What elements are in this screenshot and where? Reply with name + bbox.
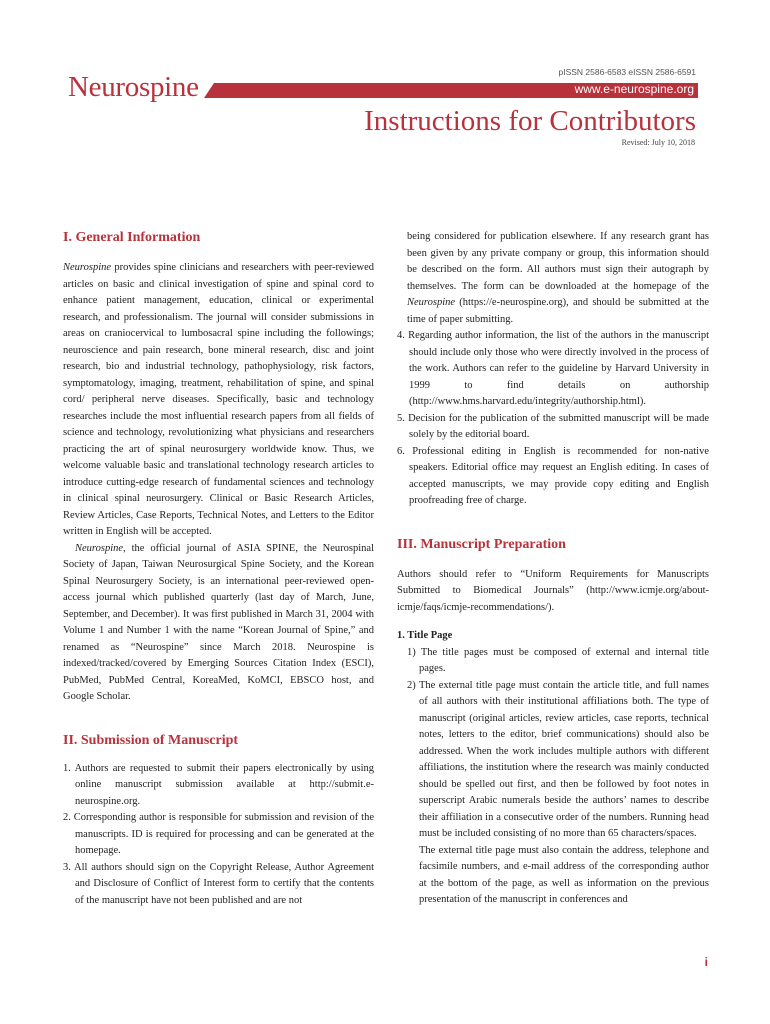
list-item: 1. Authors are requested to submit their papers electronically by using online manuscript submission available at http://submit.e-neurospine.org. (63, 762, 374, 807)
section-heading-preparation: III. Manuscript Preparation (397, 536, 566, 552)
list-item: 5. Decision for the publication of the submitted manuscript will be made solely by the editorial board. (397, 412, 709, 440)
list-item-continued: being considered for publication elsewhere. If any research grant has been given by any private company or group, this information should be described on the form. All authors must sign their autograph by themselves. The form can be downloaded at the homepage of the Neurospine (https://e-neurospine.org), and should be submitted at the time of paper submitting. (407, 231, 709, 325)
list-item: 2) The external title page must contain the article title, and full names of all authors with their institutional affiliations both. The type of manuscript (original articles, review articles, case reports, technical notes, letters to the editor, brief communications) should also be addressed. When the work includes multiple authors with different affiliations, the institution where the research was mainly conducted should be spelled out first, and then be followed by foot notes in superscript Arabic numerals beside the authors’ names to describe their affiliation in a consecutive order of the numbers. Running head must be included consisting of no more than 65 characters/spaces. (407, 679, 709, 839)
page-number: i (704, 955, 708, 969)
list-item: 3. All authors should sign on the Copyright Release, Author Agreement and Disclosure of Conflict of Interest form to certify that the contents of the manuscript have not been published and are not (63, 861, 374, 906)
paragraph: The external title page must also contain the address, telephone and facsimile numbers, and e-mail address of the corresponding author at the bottom of the page, as well as information on the previous presentation of the manuscript in conferences and (419, 844, 709, 905)
revised-date: Revised: July 10, 2018 (621, 138, 695, 147)
right-column (397, 229, 709, 909)
page-title: Instructions for Contributors (364, 105, 696, 137)
journal-logo: Neurospine (68, 71, 199, 103)
section-heading-general: I. General Information (63, 230, 201, 245)
subheading-title-page: 1. Title Page (397, 630, 453, 641)
list-item: 4. Regarding author information, the list of the authors in the manuscript should include only those who were directly involved in the process of the work. Authors can refer to the guideline by Harvard University in 1999 to find details on authorship (http://www.hms.harvard.edu/integrity/authorship.html). (397, 330, 709, 407)
left-column (63, 229, 374, 909)
section-heading-submission: II. Submission of Manuscript (63, 732, 239, 748)
journal-url[interactable]: www.e-neurospine.org (574, 82, 694, 96)
paragraph: Neurospine provides spine clinicians and researchers with peer-reviewed articles on basic and clinical investigation of spine and spinal cord to enhance patient management, education, clinical or experimental research, and professionalism. The journal will consider submissions in areas on craniocervical to lumbosacral spine including the followings; neuroscience and pain research, bone mineral research, disc and joint research, bio and industrial technology, pathophysiology, risk factors, symptomatology, imaging, treatment, rehabilitation of spine, and spinal cord/ peripheral nerve diseases. Specifically, basic and technology researches include the most influential research papers from all fields of science and technology, revolutionizing what physicians and researchers practicing the art of spinal neurosurgery worldwide know. Thus, we welcome valuable basic and translational technology research articles to introduce cutting-edge research of fundamental sciences and technology in clinical spinal neurosurgery. Clinical or Basic Research Articles, Review Articles, Case Reports, Technical Notes, and Letters to the Editor written in English will be accepted. (63, 262, 374, 537)
list-item: 1) The title pages must be composed of external and internal title pages. (407, 646, 709, 674)
paragraph: Neurospine, the official journal of ASIA SPINE, the Neurospinal Society of Japan, Taiwan Neurosurgical Spine Society, and the Korean Spinal Neurosurgery Society, is an international peer-reviewed open-access journal which published quarterly (last day of March, June, September, and December). It was first published in March 31, 2004 with Volume 1 and Number 1 with the name “Korean Journal of Spine,” and renamed as “Neurospine” since March 2018. Neurospine is indexed/tracked/covered by Emerging Sources Citation Index (ESCI), PubMed, PubMed Central, KoreaMed, KoMCI, EBSCO host, and Google Scholar. (63, 542, 374, 702)
issn-line: pISSN 2586-6583 eISSN 2586-6591 (558, 67, 696, 77)
list-item: 6. Professional editing in English is recommended for non-native speakers. Editorial office may request an English editing. In cases of accepted manuscripts, we may provide copy editing and English proofreading free of charge. (397, 445, 709, 506)
list-item: 2. Corresponding author is responsible for submission and revision of the manuscripts. ID is required for processing and can be generated at the homepage. (63, 812, 374, 856)
paragraph: Authors should refer to “Uniform Requirements for Manuscripts Submitted to Biomedical Journals” (http://www.icmje.org/about-icmje/faqs/icmje-recommendations/). (397, 568, 709, 613)
